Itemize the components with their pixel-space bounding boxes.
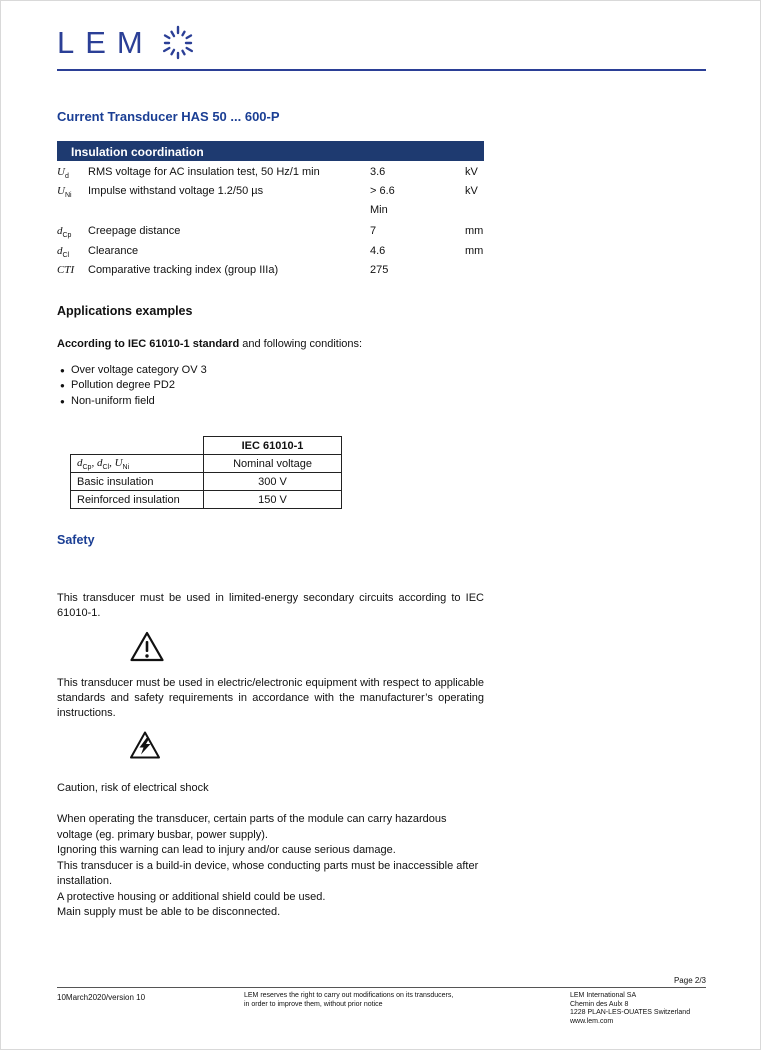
param-unit: mm (465, 225, 484, 238)
param-value: 275 (370, 263, 389, 276)
param-label: Creepage distance (88, 225, 181, 238)
applications-heading: Applications examples (57, 303, 193, 318)
param-unit (465, 263, 484, 282)
table-row (57, 244, 484, 263)
company-website: www.lem.com (570, 1017, 614, 1025)
table-row (71, 437, 342, 455)
param-value: 7 (370, 225, 377, 238)
list-item: ● Non-uniform field (57, 394, 704, 410)
version-text: 10March2020/version 10 (57, 993, 146, 1002)
applications-intro-rest: and following conditions: (239, 337, 363, 350)
caution-text: Caution, risk of electrical shock (57, 782, 209, 795)
voltage-value-cell: 150 V (204, 491, 342, 509)
footer-divider (57, 987, 706, 988)
insulation-table-body (57, 165, 484, 282)
table-row (57, 184, 484, 203)
page-title: Current Transducer HAS 50 ... 600-P (57, 109, 280, 124)
disclaimer-text: LEM reserves the right to carry out modifications on its transducers, in order to improve them, without prior notice (244, 992, 454, 1008)
safety-paragraph-1: This transducer must be used in limited-energy secondary circuits according to IEC 61010-1. (57, 592, 484, 620)
electrical-shock-triangle-icon (129, 730, 161, 760)
insulation-type-cell: Reinforced insulation (71, 491, 204, 509)
lem-logo-text: LEM (57, 25, 154, 60)
warning-text-block (57, 812, 484, 921)
footer-columns (57, 991, 706, 1029)
safety-heading: Safety (57, 533, 95, 548)
voltage-value-cell: 300 V (204, 473, 342, 491)
empty-cell (71, 437, 204, 455)
warning-line: A protective housing or additional shield could be used. (57, 890, 326, 903)
param-symbol (57, 203, 88, 218)
param-value: > 6.6 (370, 185, 395, 198)
table-row (57, 224, 484, 243)
param-label: RMS voltage for AC insulation test, 50 Hz/1 min (88, 166, 320, 178)
header-divider (57, 69, 706, 71)
warning-line: This transducer is a build-in device, whose conducting parts must be inaccessible after installation. (57, 859, 479, 888)
table-row (57, 165, 484, 184)
param-value: 4.6 (370, 244, 386, 257)
conditions-list (57, 363, 704, 410)
page-number: Page 2/3 (673, 976, 706, 985)
param-unit (465, 203, 484, 218)
company-address-line: 1228 PLAN-LES-OUATES Switzerland (570, 1009, 691, 1016)
bullet-icon: ● (60, 396, 65, 406)
applications-intro (57, 338, 704, 350)
nominal-voltage-cell: Nominal voltage (204, 455, 342, 473)
param-unit: kV (465, 166, 478, 178)
table-row (71, 455, 342, 473)
table-row (71, 473, 342, 491)
param-value: Min (370, 204, 388, 217)
warning-line: When operating the transducer, certain parts of the module can carry hazardous voltage (eg. primary busbar, power supply). (57, 813, 447, 841)
page-footer (57, 976, 706, 1029)
lem-starburst-icon (158, 23, 198, 63)
param-symbol: $d_{Cl}$ (57, 244, 70, 259)
param-symbol: $U_d$ (57, 166, 69, 181)
insulation-type-cell: Basic insulation (71, 473, 204, 491)
param-symbol: $d_{Cp}$ (57, 225, 72, 240)
param-label: Clearance (88, 244, 139, 257)
param-unit: mm (465, 244, 484, 257)
applications-intro-bold: According to IEC 61010-1 standard (57, 337, 240, 350)
insulation-table-header: Insulation coordination (57, 141, 484, 161)
param-unit: kV (465, 185, 478, 198)
bullet-icon: ● (60, 381, 65, 391)
bullet-icon: ● (60, 365, 65, 375)
param-label (88, 203, 370, 218)
company-name: LEM International SA (570, 992, 637, 999)
param-label: Comparative tracking index (group IIIa) (88, 263, 279, 276)
table-row (57, 203, 484, 218)
list-item: ● Pollution degree PD2 (57, 378, 704, 394)
param-symbol: CTI (57, 263, 75, 276)
warning-triangle-icon (129, 630, 165, 663)
insulation-table (57, 141, 484, 282)
table-row (57, 263, 484, 282)
warning-line: Main supply must be able to be disconnected. (57, 906, 281, 919)
symbols-cell: $d_{Cp}$, $d_{Cl}$, $U_{Ni}$ (71, 455, 204, 473)
safety-paragraph-2: This transducer must be used in electric/electronic equipment with respect to applicable standards and safety requirements in accordance with the manufacturer’s operating instructions. (57, 677, 484, 720)
table-row (71, 491, 342, 509)
iec-column-header: IEC 61010-1 (204, 437, 342, 455)
company-address-block (570, 992, 690, 1026)
param-label: Impulse withstand voltage 1.2/50 µs (88, 185, 264, 198)
param-symbol: $U_{Ni}$ (57, 185, 72, 200)
page-header (57, 1, 704, 63)
list-item: ● Over voltage category OV 3 (57, 363, 704, 379)
iec-insulation-table (70, 436, 342, 509)
warning-line: Ignoring this warning can lead to injury and/or cause serious damage. (57, 844, 396, 857)
param-value: 3.6 (370, 166, 386, 178)
company-address-line: Chemin des Aulx 8 (570, 1000, 629, 1008)
